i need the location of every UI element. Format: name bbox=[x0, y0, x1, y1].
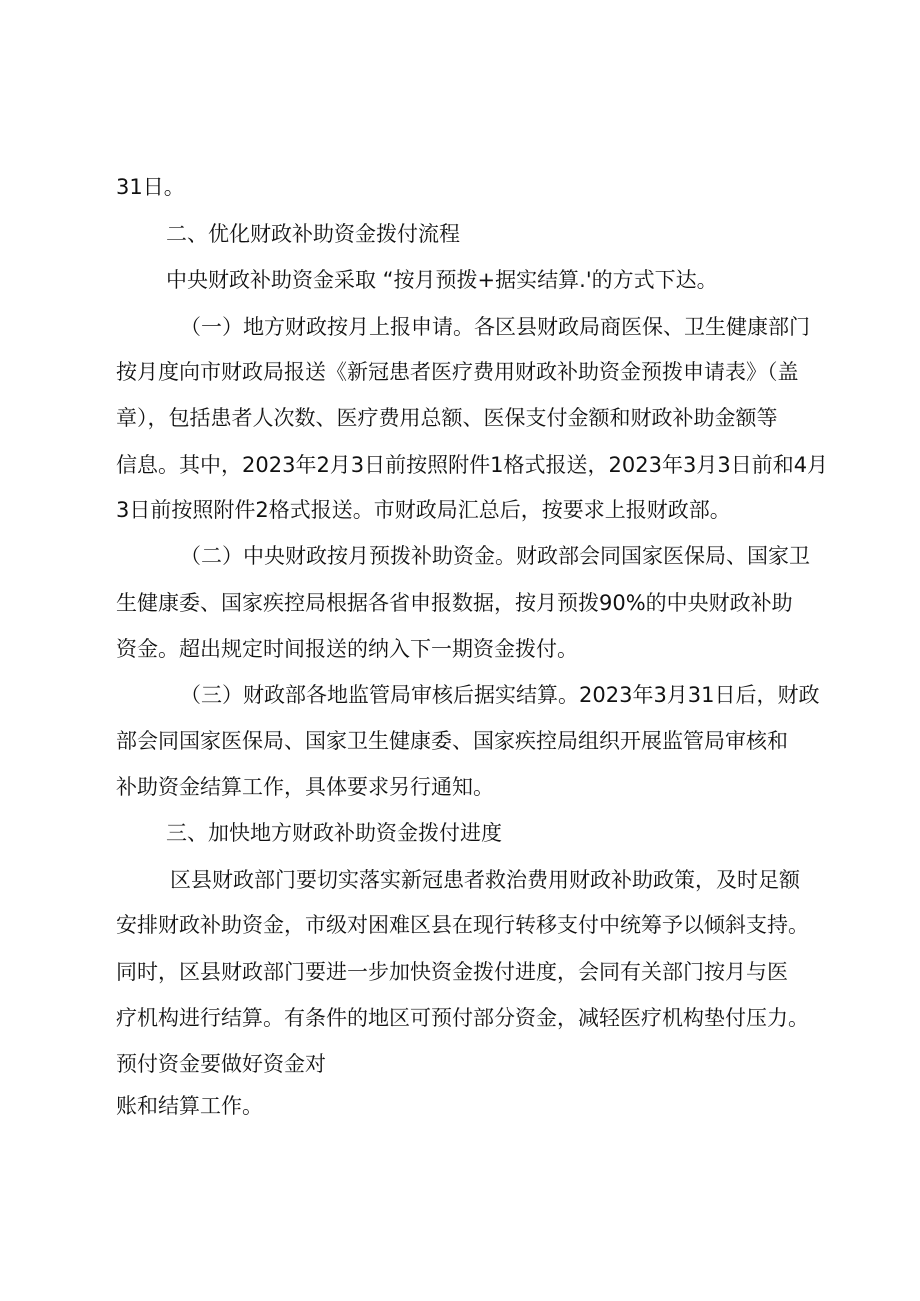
text-line: 预付资金要做好资金对 bbox=[116, 1052, 326, 1076]
section-heading-2: 二、优化财政补助资金拨付流程 bbox=[166, 222, 460, 246]
text-line: 按月度向市财政局报送《新冠患者医疗费用财政补助资金预拨申请表》（盖 bbox=[116, 360, 799, 384]
text-line: 信息。其中，2023年2月3日前按照附件1格式报送，2023年3月3日前和4月 bbox=[116, 453, 829, 477]
text-line: 补助资金结算工作，具体要求另行通知。 bbox=[116, 775, 494, 799]
section-heading-3: 三、加快地方财政补助资金拨付进度 bbox=[166, 821, 502, 845]
text-line: 生健康委、国家疾控局根据各省申报数据，按月预拨90%的中央财政补助 bbox=[116, 591, 793, 615]
text-line: （三）财政部各地监管局审核后据实结算。2023年3月31日后，财政 bbox=[180, 683, 820, 707]
text-line: 3日前按照附件2格式报送。市财政局汇总后，按要求上报财政部。 bbox=[116, 498, 731, 522]
text-line: 资金。超出规定时间报送的纳入下一期资金拨付。 bbox=[116, 637, 578, 661]
text-line: 区县财政部门要切实落实新冠患者救治费用财政补助政策，及时足额 bbox=[170, 868, 800, 892]
text-line: 部会同国家医保局、国家卫生健康委、国家疾控局组织开展监管局审核和 bbox=[116, 729, 788, 753]
text-line: 账和结算工作。 bbox=[116, 1094, 263, 1118]
text-line: 同时，区县财政部门要进一步加快资金拨付进度，会同有关部门按月与医 bbox=[116, 960, 788, 984]
text-line: 章），包括患者人次数、医疗费用总额、医保支付金额和财政补助金额等 bbox=[116, 406, 778, 430]
text-line: 疗机构进行结算。有条件的地区可预付部分资金，减轻医疗机构垫付压力。 bbox=[116, 1006, 809, 1030]
text-line: 31日。 bbox=[116, 175, 185, 199]
text-line: 安排财政补助资金，市级对困难区县在现行转移支付中统筹予以倾斜支持。 bbox=[116, 913, 809, 937]
text-line: （一）地方财政按月上报申请。各区县财政局商医保、卫生健康部门 bbox=[180, 315, 810, 339]
text-line: （二）中央财政按月预拨补助资金。财政部会同国家医保局、国家卫 bbox=[180, 544, 810, 568]
text-line: 中央财政补助资金采取 “按月预拨+据实结算.'的方式下达。 bbox=[166, 268, 718, 292]
